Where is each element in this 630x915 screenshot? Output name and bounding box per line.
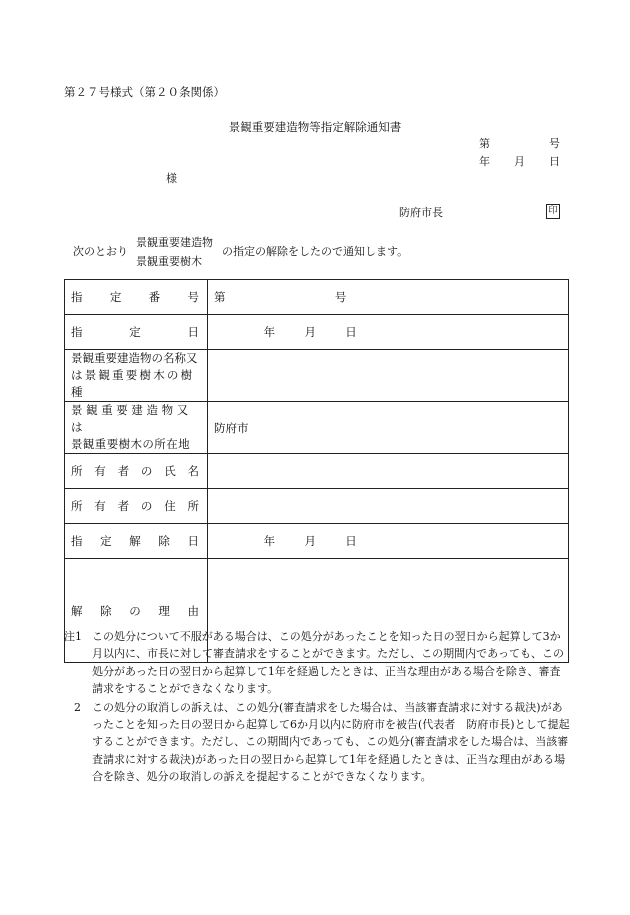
label-designation-number [65, 280, 208, 315]
note-text: この処分について不服がある場合は、この処分があったことを知った日の翌日から起算して3か月以内に、市長に対して審査請求をすることができます。ただし、この期間内であっても、この処分があった日の翌日から起算して1年を経過したときは、正当な理由がある場合を除き、審査請求をすることができなくなります。 [92, 630, 565, 696]
seal-mark [546, 203, 560, 219]
value-location: 防府市 [208, 402, 569, 454]
value-suffix: 号 [334, 290, 347, 304]
intro-option-building: 景観重要建造物 [136, 236, 213, 249]
date-day: 日 [345, 534, 357, 548]
table-row [65, 454, 569, 489]
table-row [65, 524, 569, 559]
form-number-label: 第２７号様式（第２０条関係） [64, 85, 225, 99]
table-row [65, 280, 569, 315]
value-owner-address [208, 489, 569, 524]
date-year: 年 [263, 325, 276, 339]
value-owner-name [208, 454, 569, 489]
label-line: 景観重要樹木の所在地 [71, 437, 190, 451]
designation-table [64, 279, 569, 663]
label-line: 景観重要建造物又は [71, 403, 192, 434]
document-title: 景観重要建造物等指定解除通知書 [228, 120, 402, 134]
date-month: 月 [304, 534, 316, 548]
date-day: 日 [345, 325, 357, 339]
label-owner-address [65, 489, 208, 524]
value-name-or-species [208, 350, 569, 402]
document-number-prefix: 第 [479, 137, 490, 150]
value-designation-number [208, 280, 569, 315]
note-item [64, 699, 570, 786]
note-number: 注1 [64, 630, 82, 643]
label-cancellation-date [65, 524, 208, 559]
intro-prefix: 次のとおり [73, 245, 128, 258]
date-year: 年 [479, 155, 490, 168]
intro-option-tree: 景観重要樹木 [136, 255, 202, 268]
label-text: 指 定 日 [71, 325, 199, 339]
date-year: 年 [263, 534, 276, 548]
label-name-or-species [65, 350, 208, 402]
date-day: 日 [549, 155, 560, 168]
label-location [65, 402, 208, 454]
value-cancellation-date [208, 524, 569, 559]
date-month: 月 [514, 155, 525, 168]
intro-suffix: の指定の解除をしたので通知します。 [222, 245, 409, 258]
label-text: 所 有 者 の 住 所 [71, 499, 199, 513]
notes-section [64, 628, 570, 786]
table-row [65, 315, 569, 350]
label-text: 指 定 番 号 [71, 290, 199, 304]
note-text: この処分の取消しの訴えは、この処分(審査請求をした場合は、当該審査請求に対する裁決)があったことを知った日の翌日から起算して6か月以内に防府市を被告(代表者 防府市長)として提起することができます。ただし、この期間内であっても、この処分(審査請求をした場合は、当該審査請求に対する裁決)があった日の翌日から起算して1年を経過したときは、正当な理由がある場合を除き、処分の取消しの訴えを提起することができなくなります。 [92, 700, 570, 784]
note-item [64, 628, 570, 698]
issuer-name: 防府市長 [399, 206, 443, 219]
value-designation-date [208, 315, 569, 350]
label-designation-date [65, 315, 208, 350]
seal-icon: 印 [546, 204, 560, 219]
label-text: 所 有 者 の 氏 名 [71, 464, 199, 478]
note-number: 2 [74, 700, 81, 714]
label-text: 指 定 解 除 日 [71, 534, 199, 548]
date-month: 月 [304, 325, 316, 339]
table-row [65, 402, 569, 454]
table-row [65, 350, 569, 402]
label-text: 解 除 の 理 由 [71, 603, 199, 618]
label-owner-name [65, 454, 208, 489]
label-line: は景観重要樹木の樹種 [71, 368, 195, 399]
document-number-suffix: 号 [549, 137, 560, 150]
table-row [65, 489, 569, 524]
value-prefix: 第 [214, 290, 226, 304]
label-line: 景観重要建造物の名称又 [71, 351, 198, 365]
addressee-suffix: 様 [166, 172, 177, 185]
